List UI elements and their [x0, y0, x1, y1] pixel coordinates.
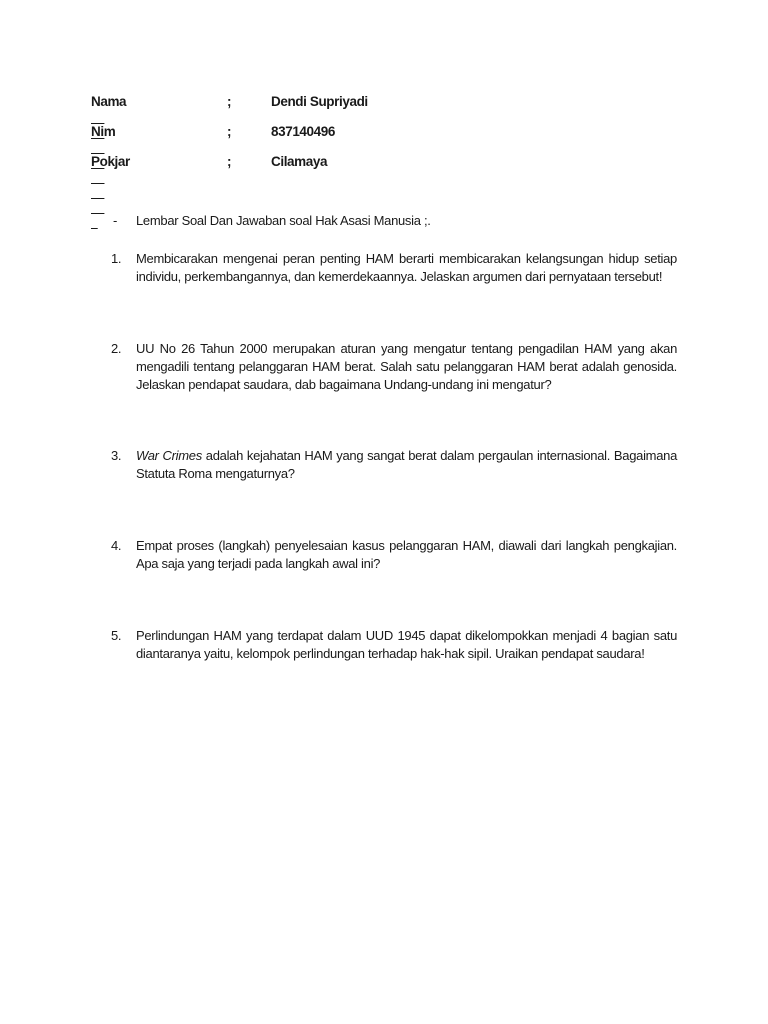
- question-number: 4.: [111, 538, 122, 553]
- nama-separator: ;: [227, 94, 232, 109]
- question-line: Perlindungan HAM yang terdapat dalam UUD 1945 dapat dikelompokkan menjadi 4 bagian satu: [136, 628, 677, 643]
- italic-term: War Crimes: [136, 448, 202, 463]
- question-number: 1.: [111, 251, 122, 266]
- question-line: Empat proses (langkah) penyelesaian kasus pelanggaran HAM, diawali dari langkah pengkajian.: [136, 538, 677, 553]
- pokjar-value: Cilamaya: [271, 154, 328, 169]
- header-row-nama: [91, 94, 391, 114]
- question-line: individu, perkembangannya, dan kemerdekaannya. Jelaskan argumen dari pernyataan tersebut!: [136, 269, 663, 284]
- header-row-pokjar: [91, 154, 391, 174]
- question-line: [136, 447, 677, 465]
- question-number: 5.: [111, 628, 122, 643]
- nim-value: 837140496: [271, 124, 335, 139]
- question-text: [136, 340, 677, 394]
- question-line: Apa saja yang terjadi pada langkah awal ini?: [136, 556, 381, 571]
- nim-separator: ;: [227, 124, 232, 139]
- question-text: [136, 250, 677, 286]
- question-line: UU No 26 Tahun 2000 merupakan aturan yang mengatur tentang pengadilan HAM yang akan: [136, 341, 677, 356]
- question-line: mengadili tentang pelanggaran HAM berat. Salah satu pelanggaran HAM berat adalah genosida.: [136, 359, 677, 374]
- pokjar-label: Pokjar: [91, 154, 130, 169]
- question-line-rest: adalah kejahatan HAM yang sangat berat dalam pergaulan internasional. Bagaimana: [201, 448, 677, 463]
- question-number: 3.: [111, 448, 122, 463]
- question-line: Membicarakan mengenai peran penting HAM berarti membicarakan kelangsungan hidup setiap: [136, 251, 677, 266]
- question-number: 2.: [111, 341, 122, 356]
- pokjar-separator: ;: [227, 154, 232, 169]
- question-line: diantaranya yaitu, kelompok perlindungan terhadap hak-hak sipil. Uraikan pendapat saudara!: [136, 646, 645, 661]
- header-row-nim: [91, 124, 391, 144]
- question-line: Jelaskan pendapat saudara, dab bagaimana Undang-undang ini mengatur?: [136, 377, 552, 392]
- question-text: [136, 537, 677, 573]
- nama-value: Dendi Supriyadi: [271, 94, 368, 109]
- question-text: [136, 627, 677, 663]
- bullet-dash: -: [113, 213, 118, 228]
- question-line: Statuta Roma mengaturnya?: [136, 466, 295, 481]
- nama-label: Nama: [91, 94, 127, 109]
- question-text: [136, 447, 677, 483]
- intro-text: Lembar Soal Dan Jawaban soal Hak Asasi Manusia ;.: [136, 213, 431, 228]
- nim-label: Nim: [91, 124, 116, 139]
